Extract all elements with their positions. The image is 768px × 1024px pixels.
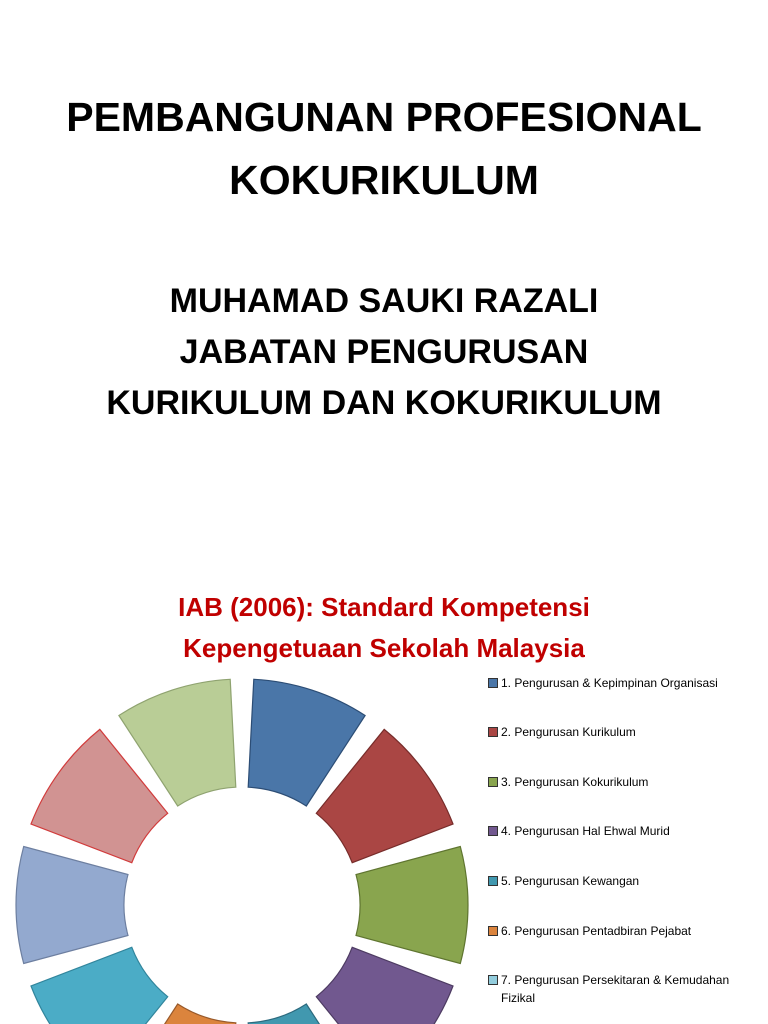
legend-label-7: 7. Pengurusan Persekitaran & Kemudahan Fizikal [501,973,730,1005]
legend-label-5: 5. Pengurusan Kewangan [501,874,640,888]
legend-swatch-5 [488,876,498,886]
legend-swatch-7 [488,975,498,985]
doughnut-slice-3 [356,847,468,964]
doughnut-slice-7 [31,947,168,1024]
doughnut-slice-8 [16,847,128,964]
legend-label-3: 3. Pengurusan Kokurikulum [501,775,649,789]
legend-swatch-2 [488,727,498,737]
legend-swatch-1 [488,678,498,688]
legend-swatch-4 [488,826,498,836]
legend-swatch-3 [488,777,498,787]
main-title-line-1: PEMBANGUNAN PROFESIONAL [66,94,702,140]
chart-title-line-2: Kepengetuaan Sekolah Malaysia [183,633,585,663]
department-line-2: KURIKULUM DAN KOKURIKULUM [106,384,662,422]
legend-swatch-6 [488,926,498,936]
legend-label-4: 4. Pengurusan Hal Ehwal Murid [501,824,670,838]
main-title-line-2: KOKURIKULUM [229,157,539,203]
department-line-1: JABATAN PENGURUSAN [179,333,589,371]
doughnut-slice-4 [316,947,453,1024]
legend-label-6: 6. Pengurusan Pentadbiran Pejabat [501,924,692,938]
legend-label-1: 1. Pengurusan & Kepimpinan Organisasi [501,676,718,690]
author-name: MUHAMAD SAUKI RAZALI [169,282,599,320]
doughnut-chart [0,660,480,1024]
chart-title-line-1: IAB (2006): Standard Kompetensi [178,592,590,622]
legend-label-2: 2. Pengurusan Kurikulum [501,725,636,739]
